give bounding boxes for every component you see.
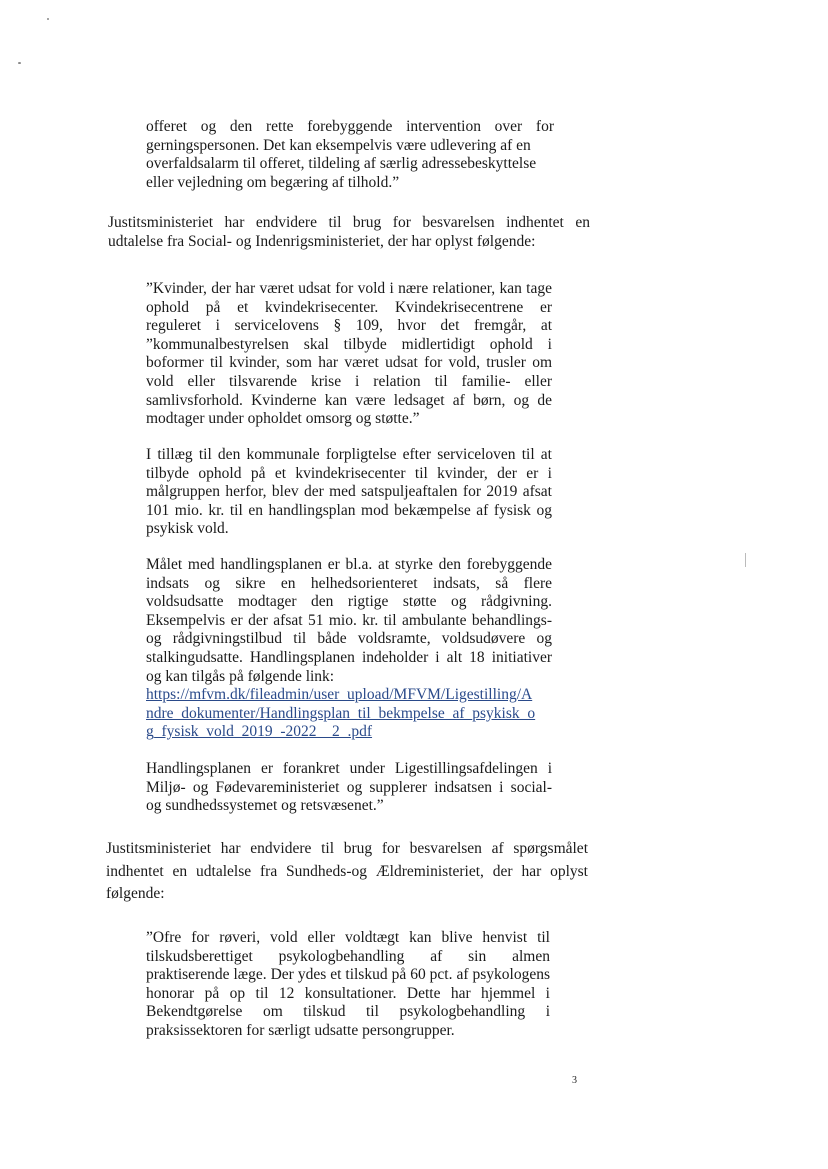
scan-speck	[47, 18, 49, 20]
quote-paragraph	[146, 280, 552, 429]
quote-paragraph	[146, 118, 554, 192]
text-line: tilskudsberettiget psykologbehandling af sin almen	[146, 947, 550, 965]
text-line: offeret og den rette forebyggende intervention over for	[146, 118, 554, 135]
text-line: ”Kvinder, der har været udsat for vold i nære relationer, kan tage	[146, 280, 552, 297]
text-line: Bekendtgørelse om tilskud til psykologbehandling i	[146, 1003, 550, 1021]
text-line: 101 mio. kr. til en handlingsplan mod bekæmpelse af fysisk og	[146, 501, 552, 519]
quote-paragraph	[146, 929, 550, 1041]
text-line: Justitsministeriet har endvidere til brug for besvarelsen indhentet en	[108, 214, 590, 231]
handlingsplan-link[interactable]: ndre_dokumenter/Handlingsplan_til_bekmpelse_af_psykisk_o	[146, 704, 536, 722]
scan-artifact	[745, 553, 746, 567]
quote-paragraph	[146, 760, 552, 816]
text-line: Justitsministeriet har endvidere til brug for besvarelsen af spørgsmålet	[106, 840, 588, 857]
text-line: følgende:	[106, 885, 165, 902]
text-line: ”kommunalbestyrelsen skal tilbyde midlertidigt ophold i	[146, 335, 552, 353]
handlingsplan-link[interactable]: g_fysisk_vold_2019_-2022__2_.pdf	[146, 723, 373, 741]
text-line: praksissektoren for særligt udsatte persongrupper.	[146, 1021, 455, 1039]
text-line: overfaldsalarm til offeret, tildeling af særlig adressebeskyttelse	[146, 155, 537, 173]
text-line: udtalelse fra Social- og Indenrigsministeriet, der har oplyst følgende:	[108, 232, 536, 250]
text-line: gerningspersonen. Det kan eksempelvis være udlevering af en	[146, 136, 531, 154]
text-line: reguleret i servicelovens § 109, hvor det fremgår, at	[146, 317, 552, 335]
text-line: eller vejledning om begæring af tilhold.”	[146, 173, 400, 191]
text-line: Miljø- og Fødevareministeriet og supplerer indsatsen i social-	[146, 778, 552, 796]
text-line: boformer til kvinder, som har været udsat for vold, trusler om	[146, 354, 552, 372]
quote-paragraph	[146, 446, 552, 539]
text-line: vold eller tilsvarende krise i relation til familie- eller	[146, 372, 552, 390]
text-line: og rådgivningstilbud til både voldsramte, voldsudøvere og	[146, 630, 552, 648]
text-line: honorar på op til 12 konsultationer. Dette har hjemmel i	[146, 984, 550, 1002]
text-line: voldsudsatte modtager den rigtige støtte og rådgivning.	[146, 593, 552, 611]
body-paragraph	[106, 838, 588, 906]
text-line: tilbyde ophold på et kvindekrisecenter til kvinder, der er i	[146, 464, 552, 482]
text-line: ”Ofre for røveri, vold eller voldtægt kan blive henvist til	[146, 929, 550, 946]
text-line: Eksempelvis er der afsat 51 mio. kr. til ambulante behandlings-	[146, 611, 552, 629]
text-line: og sundhedssystemet og retsvæsenet.”	[146, 797, 384, 815]
text-line: modtager under opholdet omsorg og støtte.”	[146, 410, 420, 428]
body-paragraph	[108, 214, 590, 251]
text-line: ophold på et kvindekrisecenter. Kvindekrisecentrene er	[146, 298, 552, 316]
handlingsplan-link[interactable]: https://mfvm.dk/fileadmin/user_upload/MFVM/Ligestilling/A	[146, 686, 533, 704]
text-line: Handlingsplanen er forankret under Ligestillingsafdelingen i	[146, 760, 552, 777]
text-line: I tillæg til den kommunale forpligtelse efter serviceloven til at	[146, 446, 552, 463]
text-line: indsats og sikre en helhedsorienteret indsats, så flere	[146, 574, 552, 592]
text-line: Målet med handlingsplanen er bl.a. at styrke den forebyggende	[146, 556, 552, 573]
text-line: målgruppen herfor, blev der med satspuljeaftalen for 2019 afsat	[146, 483, 552, 501]
text-line: psykisk vold.	[146, 520, 229, 538]
text-line: indhentet en udtalelse fra Sundheds-og Ældreministeriet, der har oplyst	[106, 862, 588, 880]
page-number: 3	[572, 1075, 577, 1086]
quote-paragraph	[146, 556, 552, 742]
text-line: og kan tilgås på følgende link:	[146, 667, 335, 685]
scan-speck	[18, 62, 21, 64]
text-line: praktiserende læge. Der ydes et tilskud på 60 pct. af psykologens	[146, 966, 550, 984]
text-line: samlivsforhold. Kvinderne kan være ledsaget af børn, og de	[146, 391, 552, 409]
text-line: stalkingudsatte. Handlingsplanen indeholder i alt 18 initiativer	[146, 648, 552, 666]
